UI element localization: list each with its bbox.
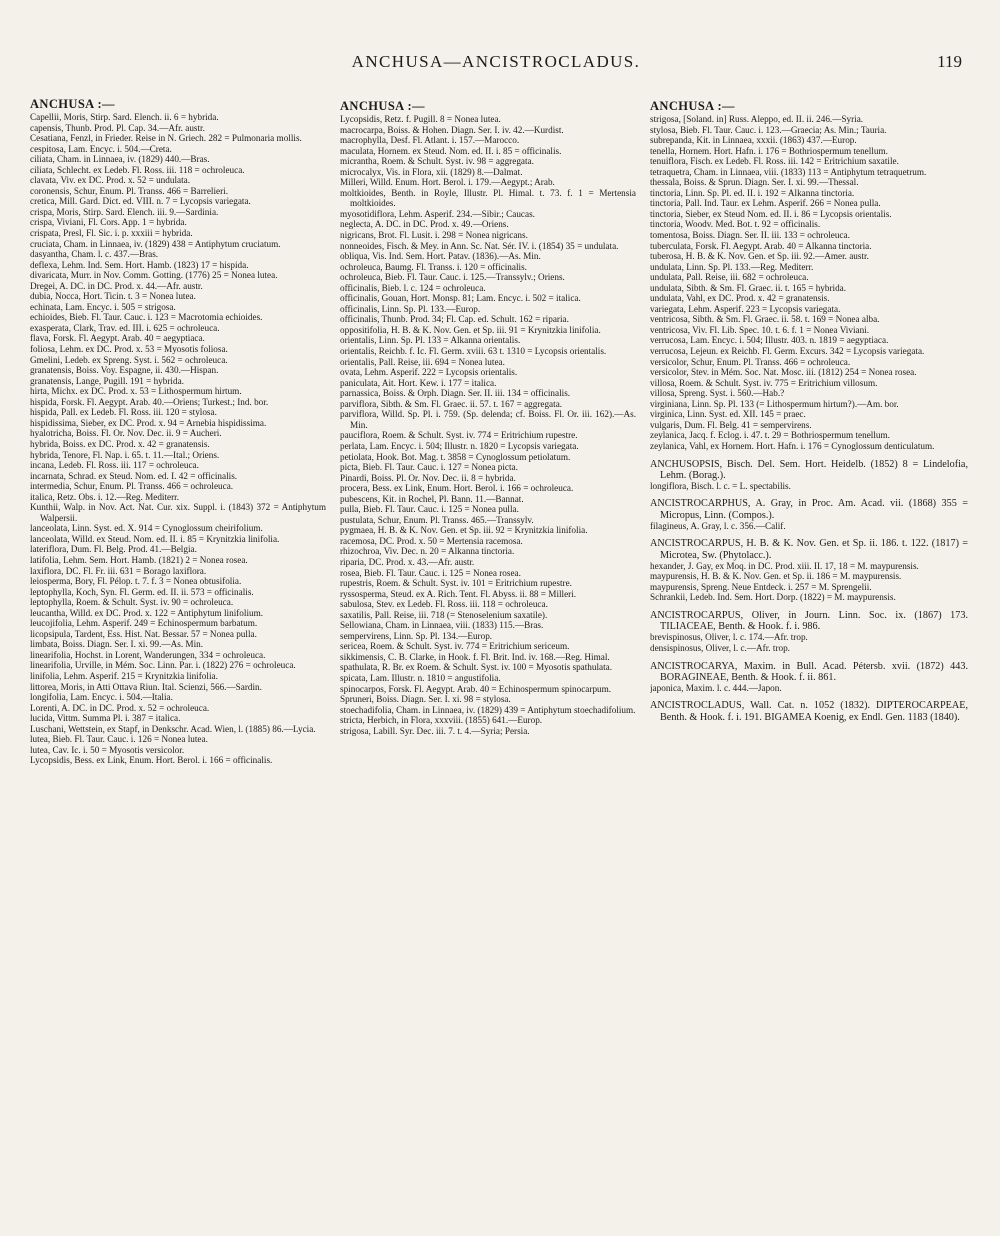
species-entry: orientalis, Pall. Reise, iii. 694 = Nonea lutea. bbox=[340, 356, 505, 367]
species-entry: tinctoria, Pall. Ind. Taur. ex Lehm. Asperif. 266 = Nonea pulla. bbox=[650, 198, 881, 209]
species-entry: dasyantha, Cham. l. c. 437.—Bras. bbox=[30, 249, 159, 260]
species-entry: perlata, Lam. Encyc. i. 504; Illustr. n. 1820 = Lycopsis variegata. bbox=[340, 440, 579, 451]
species-entry: hispida, Pall. ex Ledeb. Fl. Ross. iii. 120 = stylosa. bbox=[30, 407, 217, 418]
species-entry: hirta, Michx. ex DC. Prod. x. 53 = Lithospermum hirtum. bbox=[30, 386, 242, 397]
species-entry: sikkimensis, C. B. Clarke, in Hook. f. Fl. Brit. Ind. iv. 168.—Reg. Himal. bbox=[340, 651, 610, 662]
species-entry: tuberculata, Forsk. Fl. Aegypt. Arab. 40 = Alkanna tinctoria. bbox=[650, 240, 872, 251]
species-entry: tinctoria, Sieber, ex Steud Nom. ed. II. i. 86 = Lycopsis orientalis. bbox=[650, 208, 892, 219]
species-entry: parviflora, Willd. Sp. Pl. i. 759. (Sp. delenda; cf. Boiss. Fl. Or. iii. 162).—As. Min. bbox=[340, 409, 636, 430]
species-entry: hexander, J. Gay, ex Moq. in DC. Prod. xiii. II. 17, 18 = M. maypurensis. bbox=[650, 560, 919, 571]
species-entry: stricta, Herbich, in Flora, xxxviii. (1855) 641.—Europ. bbox=[340, 715, 543, 726]
species-entry: lanceolata, Linn. Syst. ed. X. 914 = Cynoglossum cheirifolium. bbox=[30, 523, 263, 534]
species-entry: tinctoria, Linn. Sp. Pl. ed. II. i. 192 = Alkanna tinctoria. bbox=[650, 187, 855, 198]
species-entry: littorea, Moris, in Atti Ottava Riun. Ital. Scienzi, 566.—Sardin. bbox=[30, 681, 262, 692]
species-entry: lateriflora, Dum. Fl. Belg. Prod. 41.—Belgia. bbox=[30, 544, 197, 555]
species-entry: deflexa, Lehm. Ind. Sem. Hort. Hamb. (1823) 17 = hispida. bbox=[30, 259, 249, 270]
species-entry: italica, Retz. Obs. i. 12.—Reg. Mediterr. bbox=[30, 491, 180, 502]
genus-entry: ANCISTROCARPUS, Oliver, in Journ. Linn. Soc. ix. (1867) 173. TILIACEAE, Benth. & Hook. f. i. 986. bbox=[650, 610, 968, 633]
species-entry: ochroleuca, Baumg. Fl. Transs. i. 120 = officinalis. bbox=[340, 261, 527, 272]
species-entry: leucantha, Willd. ex DC. Prod. x. 122 = Antiphytum linifolium. bbox=[30, 607, 264, 618]
species-entry: myosotidiflora, Lehm. Asperif. 234.—Sibir.; Caucas. bbox=[340, 208, 535, 219]
species-entry: pygmaea, H. B. & K. Nov. Gen. et Sp. iii. 92 = Krynitzkia linifolia. bbox=[340, 525, 588, 536]
species-entry: incana, Ledeb. Fl. Ross. iii. 117 = ochroleuca. bbox=[30, 460, 199, 471]
species-entry: spathulata, R. Br. ex Roem. & Schult. Syst. iv. 100 = Myosotis spathulata. bbox=[340, 662, 613, 673]
species-entry: verrucosa, Lam. Encyc. i. 504; Illustr. 403. n. 1819 = aegyptiaca. bbox=[650, 335, 889, 346]
species-entry: macrophylla, Desf. Fl. Atlant. i. 157.—Marocco. bbox=[340, 135, 520, 146]
species-entry: sempervirens, Linn. Sp. Pl. 134.—Europ. bbox=[340, 630, 493, 641]
species-entry: Gmelini, Ledeb. ex Spreng. Syst. i. 562 = ochroleuca. bbox=[30, 354, 228, 365]
species-entry: longifolia, Lam. Encyc. i. 504.—Italia. bbox=[30, 692, 173, 703]
species-entry: nigricans, Brot. Fl. Lusit. i. 298 = Nonea nigricans. bbox=[340, 230, 528, 241]
species-entry: tinctoria, Woodv. Med. Bot. t. 92 = officinalis. bbox=[650, 219, 821, 230]
species-entry: echioides, Bieb. Fl. Taur. Cauc. i. 123 = Macrotomia echioides. bbox=[30, 312, 263, 323]
species-entry: rhizochroa, Viv. Dec. n. 20 = Alkanna tinctoria. bbox=[340, 546, 515, 557]
species-entry: crispa, Viviani, Fl. Cors. App. 1 = hybrida. bbox=[30, 217, 187, 228]
species-entry: subrepanda, Kit. in Linnaea, xxxii. (1863) 437.—Europ. bbox=[650, 135, 857, 146]
species-entry: maypurensis, H. B. & K. Nov. Gen. et Sp. ii. 186 = M. maypurensis. bbox=[650, 571, 902, 582]
species-entry: strigosa, Labill. Syr. Dec. iii. 7. t. 4.—Syria; Persia. bbox=[340, 725, 530, 736]
species-entry: versicolor, Stev. in Mém. Soc. Nat. Mosc. iii. (1812) 254 = Nonea rosea. bbox=[650, 367, 917, 378]
species-entry: vulgaris, Dum. Fl. Belg. 41 = sempervirens. bbox=[650, 419, 812, 430]
species-entry: ciliata, Schlecht. ex Ledeb. Fl. Ross. iii. 118 = ochroleuca. bbox=[30, 164, 245, 175]
species-entry: clavata, Viv. ex DC. Prod. x. 52 = undulata. bbox=[30, 175, 191, 186]
column-1 bbox=[30, 98, 326, 766]
species-entry: Kunthii, Walp. in Nov. Act. Nat. Cur. xix. Suppl. i. (1843) 372 = Antiphytum Walpersii. bbox=[30, 502, 326, 523]
species-entry: verrucosa, Lejeun. ex Reichb. Fl. Germ. Excurs. 342 = Lycopsis variegata. bbox=[650, 346, 925, 357]
species-entry: versicolor, Schur, Enum. Pl. Transs. 466 = ochroleuca. bbox=[650, 356, 851, 367]
column-heading: ANCHUSA :— bbox=[340, 100, 425, 113]
species-entry: Spruneri, Boiss. Diagn. Ser. I. xi. 98 = stylosa. bbox=[340, 694, 511, 705]
species-entry: lutea, Cav. Ic. i. 50 = Myosotis versicolor. bbox=[30, 744, 185, 755]
species-entry: latifolia, Lehm. Sem. Hort. Hamb. (1821) 2 = Nonea rosea. bbox=[30, 554, 248, 565]
species-entry: macrocarpa, Boiss. & Hohen. Diagn. Ser. I. iv. 42.—Kurdist. bbox=[340, 124, 564, 135]
species-entry: Lycopsidis, Retz. f. Pugill. 8 = Nonea lutea. bbox=[340, 114, 501, 124]
species-entry: divaricata, Murr. in Nov. Comm. Gotting. (1776) 25 = Nonea lutea. bbox=[30, 270, 278, 281]
species-entry: procera, Bess. ex Link, Enum. Hort. Berol. i. 166 = ochroleuca. bbox=[340, 483, 574, 494]
page-number: 119 bbox=[937, 52, 962, 71]
species-entry: leptophylla, Roem. & Schult. Syst. iv. 90 = ochroleuca. bbox=[30, 597, 234, 608]
species-entry: undulata, Vahl, ex DC. Prod. x. 42 = granatensis. bbox=[650, 293, 830, 304]
species-entry: villosa, Roem. & Schult. Syst. iv. 775 = Eritrichium villosum. bbox=[650, 377, 878, 388]
species-entry: hybrida, Boiss. ex DC. Prod. x. 42 = granatensis. bbox=[30, 438, 210, 449]
species-entry: laxiflora, DC. Fl. Fr. iii. 631 = Borago laxiflora. bbox=[30, 565, 207, 576]
species-entry: sericea, Roem. & Schult. Syst. iv. 774 = Eritrichium sericeum. bbox=[340, 641, 570, 652]
species-entry: stoechadifolia, Cham. in Linnaea, iv. (1829) 439 = Antiphytum stoechadifolium. bbox=[340, 704, 636, 715]
species-entry: Luschani, Wettstein, ex Stapf, in Denkschr. Acad. Wien, l. (1885) 86.—Lycia. bbox=[30, 723, 316, 734]
species-entry: japonica, Maxim. l. c. 444.—Japon. bbox=[650, 682, 782, 693]
species-entry: licopsipula, Tardent, Ess. Hist. Nat. Bessar. 57 = Nonea pulla. bbox=[30, 628, 257, 639]
species-entry: rosea, Bieb. Fl. Taur. Cauc. i. 125 = Nonea rosea. bbox=[340, 567, 521, 578]
species-entry: tenuiflora, Fisch. ex Ledeb. Fl. Ross. iii. 142 = Eritrichium saxatile. bbox=[650, 156, 899, 167]
species-entry: paniculata, Ait. Hort. Kew. i. 177 = italica. bbox=[340, 377, 497, 388]
species-entry: zeylanica, Jacq. f. Eclog. i. 47. t. 29 = Bothriospermum tenellum. bbox=[650, 430, 890, 441]
species-entry: parnassica, Boiss. & Orph. Diagn. Ser. II. iii. 134 = officinalis. bbox=[340, 388, 571, 399]
species-entry: stylosa, Bieb. Fl. Taur. Cauc. i. 123.—Graecia; As. Min.; Tauria. bbox=[650, 124, 887, 135]
species-entry: echinata, Lam. Encyc. i. 505 = strigosa. bbox=[30, 301, 176, 312]
species-entry: linearifolia, Hochst. in Lorent, Wanderungen, 334 = ochroleuca. bbox=[30, 649, 266, 660]
species-entry: officinalis, Thunb. Prod. 34; Fl. Cap. ed. Schult. 162 = riparia. bbox=[340, 314, 569, 325]
species-entry: linifolia, Lehm. Asperif. 215 = Krynitzkia linifolia. bbox=[30, 670, 218, 681]
species-entry: ovata, Lehm. Asperif. 222 = Lycopsis orientalis. bbox=[340, 367, 518, 378]
species-entry: zeylanica, Vahl, ex Hornem. Hort. Hafn. i. 176 = Cynoglossum denticulatum. bbox=[650, 440, 935, 451]
species-entry: officinalis, Linn. Sp. Pl. 133.—Europ. bbox=[340, 303, 481, 314]
species-entry: linearifolia, Urville, in Mém. Soc. Linn. Par. i. (1822) 276 = ochroleuca. bbox=[30, 660, 296, 671]
species-entry: moltkioides, Benth. in Royle, Illustr. Pl. Himal. t. 73. f. 1 = Mertensia moltkioides. bbox=[340, 187, 636, 209]
species-entry: foliosa, Lehm. ex DC. Prod. x. 53 = Myosotis foliosa. bbox=[30, 344, 228, 355]
species-entry: maculata, Hornem. ex Steud. Nom. ed. II. i. 85 = officinalis. bbox=[340, 145, 562, 156]
genus-entry: ANCHUSOPSIS, Bisch. Del. Sem. Hort. Heidelb. (1852) 8 = Lindelofia, Lehm. (Borag.). bbox=[650, 458, 968, 481]
species-entry: leiosperma, Bory, Fl. Pélop. t. 7. f. 3 = Nonea obtusifolia. bbox=[30, 576, 242, 587]
species-entry: dubia, Nocca, Hort. Ticin. t. 3 = Nonea lutea. bbox=[30, 291, 196, 302]
species-entry: rupestris, Roem. & Schult. Syst. iv. 101 = Eritrichium rupestre. bbox=[340, 578, 572, 589]
species-entry: orientalis, Reichb. f. Ic. Fl. Germ. xviii. 63 t. 1310 = Lycopsis orientalis. bbox=[340, 346, 607, 357]
page-header bbox=[30, 52, 962, 76]
species-entry: crispa, Moris, Stirp. Sard. Elench. iii. 9.—Sardinia. bbox=[30, 206, 219, 217]
species-entry: saxatilis, Pall. Reise, iii. 718 (= Stenoselenium saxatile). bbox=[340, 609, 548, 620]
species-entry: strigosa, [Soland. in] Russ. Aleppo, ed. II. ii. 246.—Syria. bbox=[650, 114, 864, 124]
species-entry: obliqua, Vis. Ind. Sem. Hort. Patav. (1836).—As. Min. bbox=[340, 251, 541, 262]
species-entry: Dregei, A. DC. in DC. Prod. x. 44.—Afr. austr. bbox=[30, 280, 203, 291]
species-entry: Sellowiana, Cham. in Linnaea, viii. (1833) 115.—Bras. bbox=[340, 620, 544, 631]
species-entry: Pinardi, Boiss. Pl. Or. Nov. Dec. ii. 8 = hybrida. bbox=[340, 472, 516, 483]
species-entry: coronensis, Schur, Enum. Pl. Transs. 466 = Barrelieri. bbox=[30, 185, 228, 196]
species-entry: cespitosa, Lam. Encyc. i. 504.—Creta. bbox=[30, 143, 172, 154]
species-entry: variegata, Lehm. Asperif. 223 = Lycopsis variegata. bbox=[650, 303, 841, 314]
species-entry: longiflora, Bisch. l. c. = L. spectabilis. bbox=[650, 480, 791, 491]
species-entry: pulla, Bieb. Fl. Taur. Cauc. i. 125 = Nonea pulla. bbox=[340, 504, 519, 515]
column-heading: ANCHUSA :— bbox=[30, 98, 115, 111]
species-entry: tenella, Hornem. Hort. Hafn. i. 176 = Bothriospermum tenellum. bbox=[650, 145, 888, 156]
species-entry: oppositifolia, H. B. & K. Nov. Gen. et Sp. iii. 91 = Krynitzkia linifolia. bbox=[340, 324, 601, 335]
genus-entry: ANCISTROCARPUS, H. B. & K. Nov. Gen. et Sp. ii. 186. t. 122. (1817) = Microtea, Sw. (Phytolacc.). bbox=[650, 538, 968, 561]
species-entry: parviflora, Sibth. & Sm. Fl. Graec. ii. 57. t. 167 = aggregata. bbox=[340, 398, 563, 409]
species-entry: lucida, Vittm. Summa Pl. i. 387 = italica. bbox=[30, 713, 181, 724]
species-entry: Cesatiana, Fenzl, in Frieder. Reise in N. Griech. 282 = Pulmonaria mollis. bbox=[30, 133, 302, 144]
running-title: ANCHUSA—ANCISTROCLADUS. bbox=[351, 52, 641, 71]
species-entry: tomentosa, Boiss. Diagn. Ser. II. iii. 133 = ochroleuca. bbox=[650, 230, 850, 241]
species-entry: Capellii, Moris, Stirp. Sard. Elench. ii. 6 = hybrida. bbox=[30, 112, 219, 122]
species-entry: Milleri, Willd. Enum. Hort. Berol. i. 179.—Aegypt.; Arab. bbox=[340, 177, 555, 188]
species-entry: Lorenti, A. DC. in DC. Prod. x. 52 = ochroleuca. bbox=[30, 702, 210, 713]
species-entry: nonneoides, Fisch. & Mey. in Ann. Sc. Nat. Sér. IV. i. (1854) 35 = undulata. bbox=[340, 240, 619, 251]
genus-entry: ANCISTROCLADUS, Wall. Cat. n. 1052 (1832). DIPTEROCARPEAE, Benth. & Hook. f. i. 191. BIGAMEA Koenig, ex Endl. Gen. 1183 (1840). bbox=[650, 700, 968, 723]
species-entry: hybrida, Tenore, Fl. Nap. i. 65. t. 11.—Ital.; Oriens. bbox=[30, 449, 220, 460]
species-entry: sabulosa, Stev. ex Ledeb. Fl. Ross. iii. 118 = ochroleuca. bbox=[340, 599, 548, 610]
species-entry: cretica, Mill. Gard. Dict. ed. VIII. n. 7 = Lycopsis variegata. bbox=[30, 196, 251, 207]
species-entry: capensis, Thunb. Prod. Pl. Cap. 34.—Afr. austr. bbox=[30, 122, 205, 133]
species-entry: riparia, DC. Prod. x. 43.—Afr. austr. bbox=[340, 556, 475, 567]
species-entry: petiolata, Hook. Bot. Mag. t. 3858 = Cynoglossum petiolatum. bbox=[340, 451, 571, 462]
species-entry: lanceolata, Willd. ex Steud. Nom. ed. II. i. 85 = Krynitzkia linifolia. bbox=[30, 533, 280, 544]
genus-entry: ANCISTROCARYA, Maxim. in Bull. Acad. Pétersb. xvii. (1872) 443. BORAGINEAE, Benth. & Hook. f. ii. 861. bbox=[650, 660, 968, 683]
species-entry: villosa, Spreng. Syst. i. 560.—Hab.? bbox=[650, 388, 785, 399]
species-entry: granatensis, Lange, Pugill. 191 = hybrida. bbox=[30, 375, 184, 386]
species-entry: incarnata, Schrad. ex Steud. Nom. ed. I. 42 = officinalis. bbox=[30, 470, 238, 481]
species-entry: hyalotricha, Boiss. Fl. Or. Nov. Dec. ii. 9 = Aucheri. bbox=[30, 428, 222, 439]
species-entry: ryssosperma, Steud. ex A. Rich. Tent. Fl. Abyss. ii. 88 = Milleri. bbox=[340, 588, 577, 599]
species-entry: leptophylla, Koch, Syn. Fl. Germ. ed. II. ii. 573 = officinalis. bbox=[30, 586, 254, 597]
species-entry: officinalis, Gouan, Hort. Monsp. 81; Lam. Encyc. i. 502 = italica. bbox=[340, 293, 581, 304]
species-entry: undulata, Pall. Reise, iii. 682 = ochroleuca. bbox=[650, 272, 809, 283]
species-entry: micrantha, Roem. & Schult. Syst. iv. 98 = aggregata. bbox=[340, 156, 534, 167]
species-entry: spicata, Lam. Illustr. n. 1810 = angustifolia. bbox=[340, 672, 501, 683]
species-entry: crispata, Presl, Fl. Sic. i. p. xxxiii = hybrida. bbox=[30, 228, 193, 239]
species-entry: exasperata, Clark, Trav. ed. III. i. 625 = ochroleuca. bbox=[30, 322, 220, 333]
column-heading: ANCHUSA :— bbox=[650, 100, 735, 113]
species-entry: officinalis, Bieb. l. c. 124 = ochroleuca. bbox=[340, 282, 486, 293]
species-entry: Schrankii, Ledeb. Ind. Sem. Hort. Dorp. (1822) = M. maypurensis. bbox=[650, 592, 896, 603]
species-entry: pubescens, Kit. in Rochel, Pl. Bann. 11.—Bannat. bbox=[340, 493, 524, 504]
genus-entry: ANCISTROCARPHUS, A. Gray, in Proc. Am. Acad. vii. (1868) 355 = Micropus, Linn. (Compos.). bbox=[650, 498, 968, 521]
species-entry: neglecta, A. DC. in DC. Prod. x. 49.—Oriens. bbox=[340, 219, 509, 230]
species-entry: pauciflora, Roem. & Schult. Syst. iv. 774 = Eritrichium rupestre. bbox=[340, 430, 578, 441]
species-entry: orientalis, Linn. Sp. Pl. 133 = Alkanna orientalis. bbox=[340, 335, 521, 346]
species-entry: microcalyx, Vis. in Flora, xii. (1829) 8.—Dalmat. bbox=[340, 166, 523, 177]
species-entry: Lycopsidis, Bess. ex Link, Enum. Hort. Berol. i. 166 = officinalis. bbox=[30, 755, 273, 766]
species-entry: pustulata, Schur, Enum. Pl. Transs. 465.—Transsylv. bbox=[340, 514, 534, 525]
species-entry: ventricosa, Viv. Fl. Lib. Spec. 10. t. 6. f. 1 = Nonea Viviani. bbox=[650, 324, 870, 335]
species-entry: filagineus, A. Gray, l. c. 356.—Calif. bbox=[650, 520, 786, 531]
species-entry: cruciata, Cham. in Linnaea, iv. (1829) 438 = Antiphytum cruciatum. bbox=[30, 238, 281, 249]
species-entry: lutea, Bieb. Fl. Taur. Cauc. i. 126 = Nonea lutea. bbox=[30, 734, 208, 745]
species-entry: tetraquetra, Cham. in Linnaea, viii. (1833) 113 = Antiphytum tetraquetrum. bbox=[650, 166, 927, 177]
species-entry: brevispinosus, Oliver, l. c. 174.—Afr. trop. bbox=[650, 632, 808, 643]
species-entry: virginiana, Linn. Sp. Pl. 133 (= Lithospermum hirtum?).—Am. bor. bbox=[650, 398, 899, 409]
species-entry: picta, Bieb. Fl. Taur. Cauc. i. 127 = Nonea picta. bbox=[340, 462, 518, 473]
column-3 bbox=[650, 100, 968, 723]
species-entry: ochroleuca, Bieb. Fl. Taur. Cauc. i. 125.—Transsylv.; Oriens. bbox=[340, 272, 565, 283]
species-entry: ventricosa, Sibth. & Sm. Fl. Graec. ii. 58. t. 169 = Nonea alba. bbox=[650, 314, 880, 325]
species-entry: hispida, Forsk. Fl. Aegypt. Arab. 40.—Oriens; Turkest.; Ind. bor. bbox=[30, 396, 269, 407]
species-entry: virginica, Linn. Syst. ed. XII. 145 = praec. bbox=[650, 409, 806, 420]
species-entry: leucojifolia, Lehm. Asperif. 249 = Echinospermum barbatum. bbox=[30, 618, 258, 629]
species-entry: racemosa, DC. Prod. x. 50 = Mertensia racemosa. bbox=[340, 535, 523, 546]
species-entry: ciliata, Cham. in Linnaea, iv. (1829) 440.—Bras. bbox=[30, 154, 210, 165]
species-entry: densispinosus, Oliver, l. c.—Afr. trop. bbox=[650, 642, 790, 653]
species-entry: granatensis, Boiss. Voy. Espagne, ii. 430.—Hispan. bbox=[30, 365, 219, 376]
species-entry: undulata, Linn. Sp. Pl. 133.—Reg. Mediterr. bbox=[650, 261, 814, 272]
species-entry: thessala, Boiss. & Sprun. Diagn. Ser. I. xi. 99.—Thessal. bbox=[650, 177, 859, 188]
species-entry: flava, Forsk. Fl. Aegypt. Arab. 40 = aegyptiaca. bbox=[30, 333, 205, 344]
column-2 bbox=[340, 100, 636, 736]
species-entry: spinocarpos, Forsk. Fl. Aegypt. Arab. 40 = Echinospermum spinocarpum. bbox=[340, 683, 612, 694]
species-entry: tuberosa, H. B. & K. Nov. Gen. et Sp. iii. 92.—Amer. austr. bbox=[650, 251, 869, 262]
species-entry: maypurensis, Spreng. Neue Entdeck. i. 257 = M. Sprengelii. bbox=[650, 581, 872, 592]
species-entry: limbata, Boiss. Diagn. Ser. I. xi. 99.—As. Min. bbox=[30, 639, 204, 650]
species-entry: undulata, Sibth. & Sm. Fl. Graec. ii. t. 165 = hybrida. bbox=[650, 282, 847, 293]
species-entry: hispidissima, Sieber, ex DC. Prod. x. 94 = Arnebia hispidissima. bbox=[30, 417, 267, 428]
species-entry: intermedia, Schur, Enum. Pl. Transs. 466 = ochroleuca. bbox=[30, 481, 234, 492]
